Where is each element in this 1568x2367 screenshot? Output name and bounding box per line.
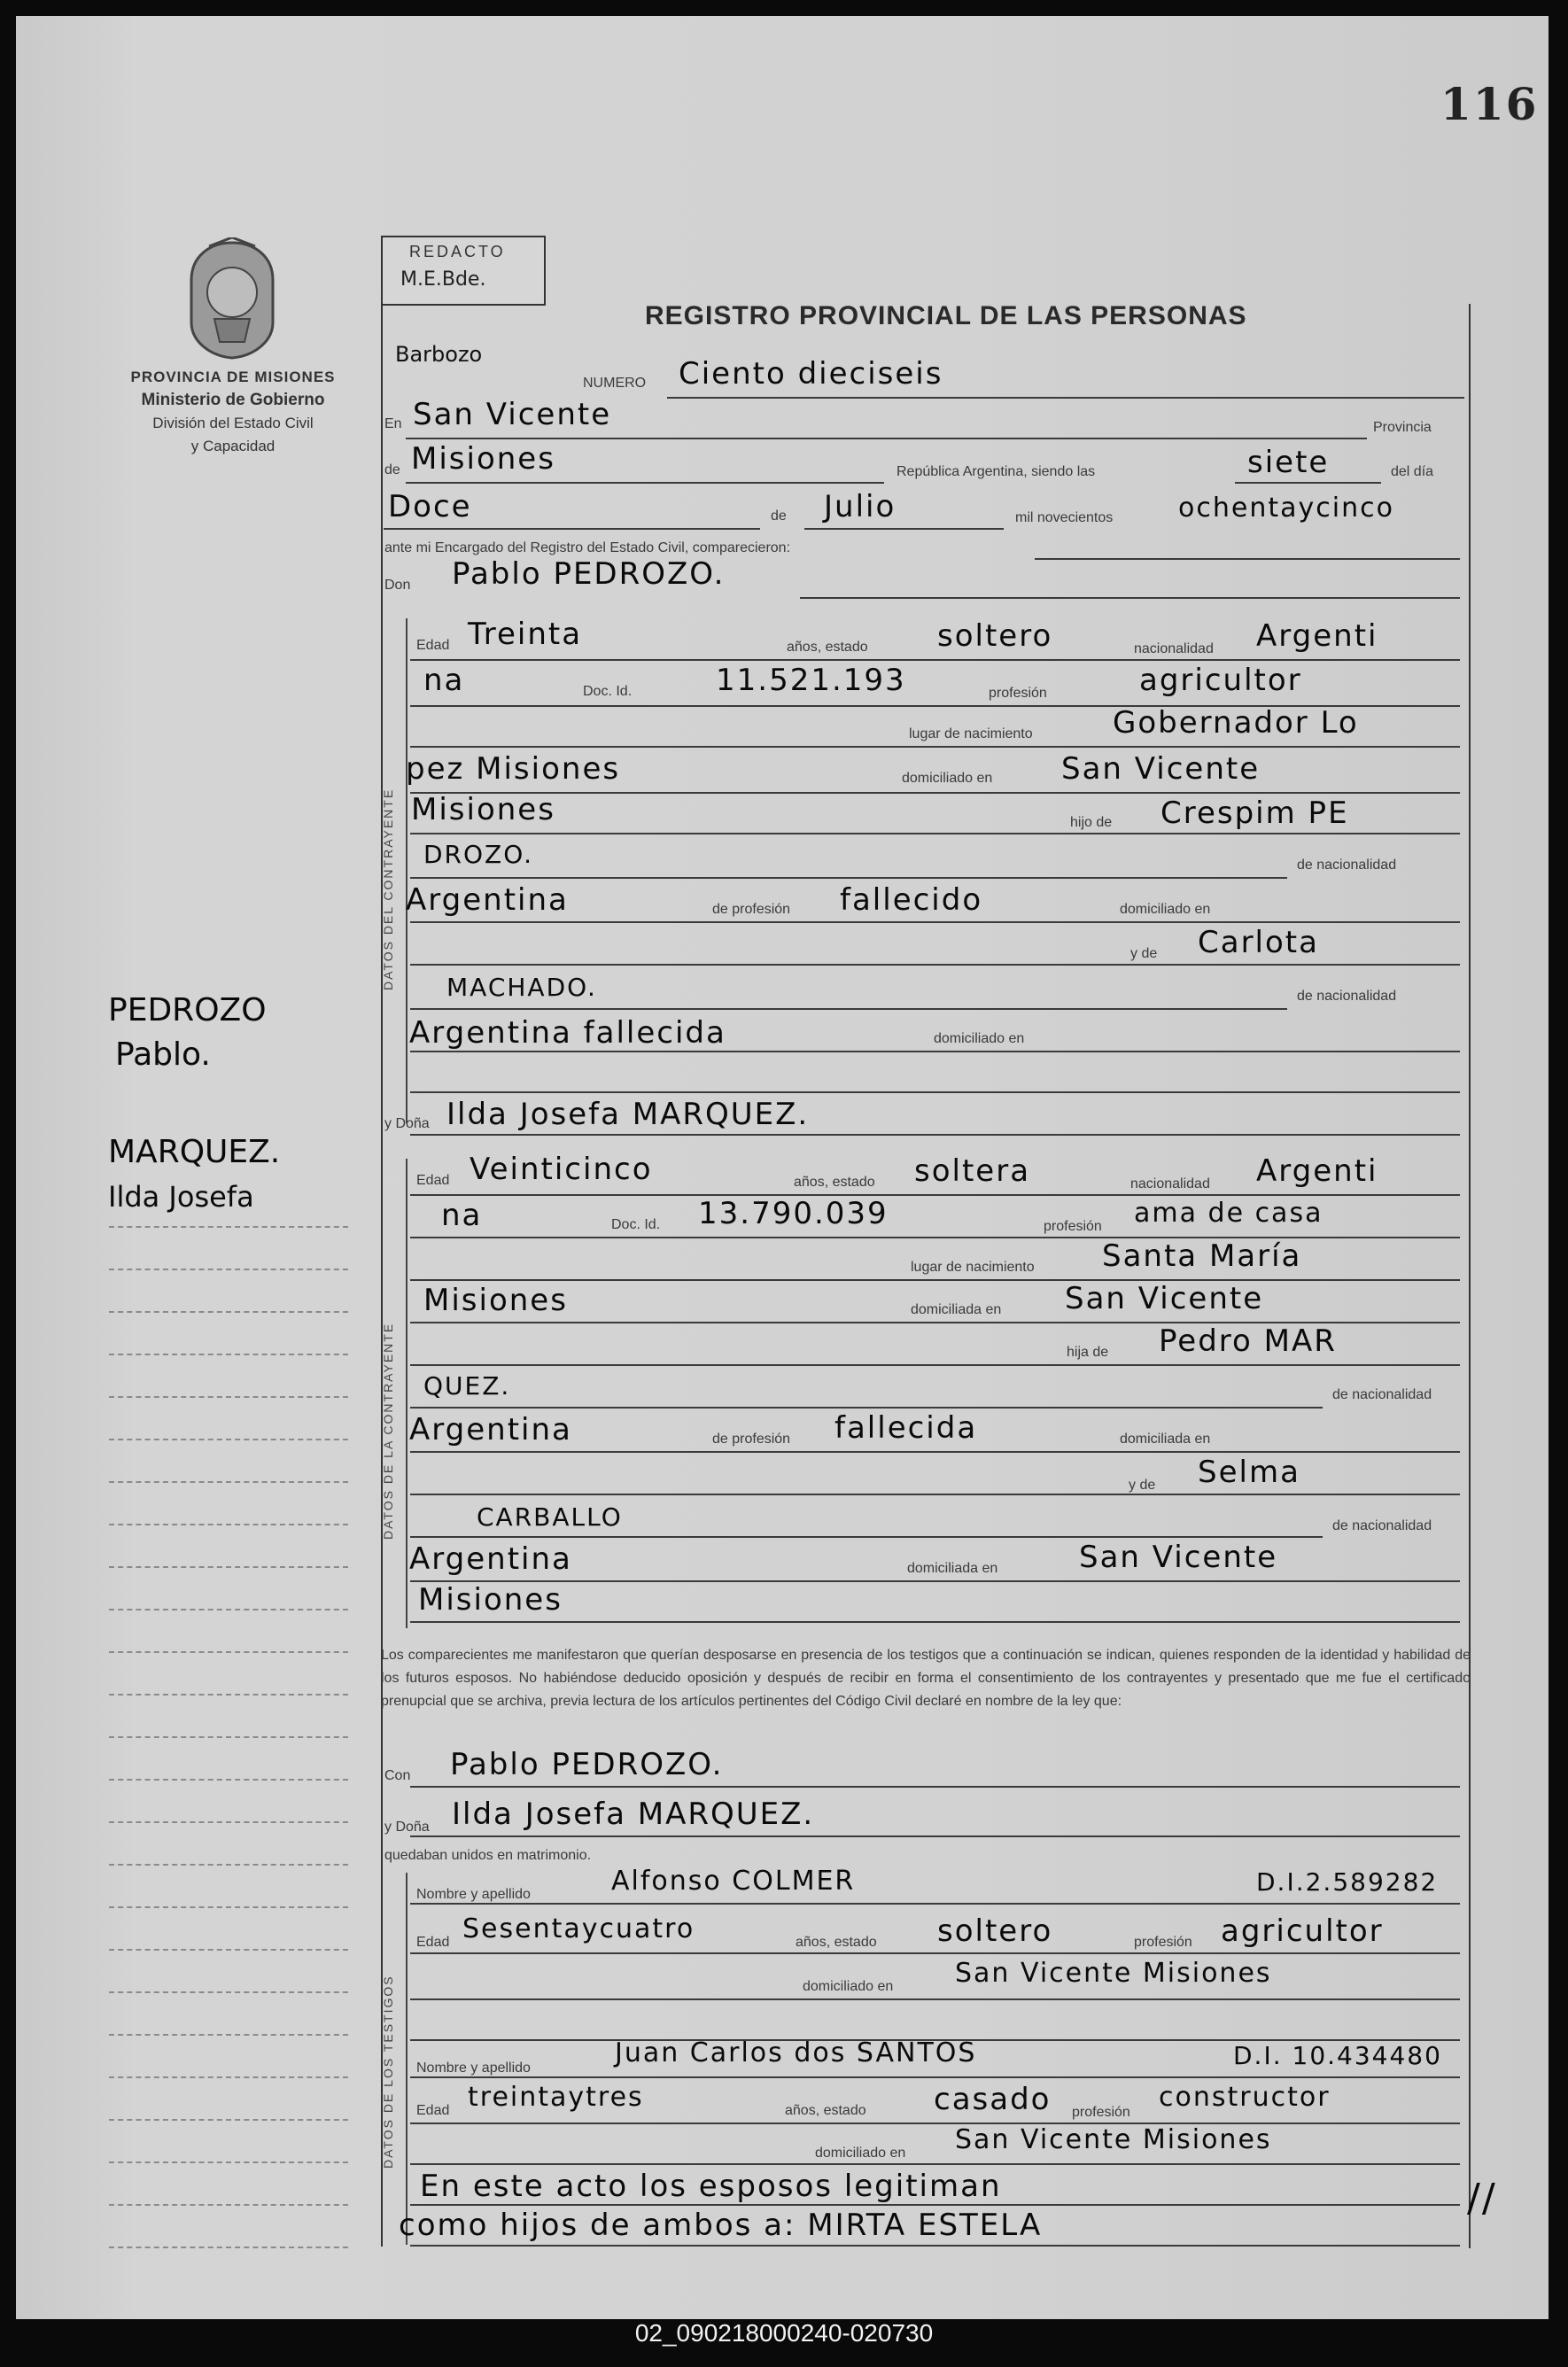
de-rule — [406, 482, 884, 484]
page-number: 116 — [1440, 78, 1539, 130]
margin-line — [109, 1864, 348, 1866]
w2-domic-label: domiciliado en — [815, 2146, 906, 2161]
groom-estado: soltero — [937, 618, 1053, 654]
groom-hijo-rule — [410, 833, 1460, 834]
groom-edad: Treinta — [468, 617, 583, 652]
bride-doc-rule — [410, 1237, 1460, 1238]
provincial-seal-icon — [182, 237, 282, 361]
bride-doc: 13.790.039 — [698, 1196, 889, 1231]
redacto-stamp — [381, 236, 546, 306]
w2-di: D.I. 10.434480 — [1233, 2041, 1442, 2070]
closing-line-2: como hijos de ambos a: MIRTA ESTELA — [399, 2208, 1043, 2243]
margin-line — [109, 1651, 348, 1653]
groom-padre-1: Crespim PE — [1160, 795, 1349, 831]
w2-nombre-label: Nombre y apellido — [416, 2060, 531, 2076]
margin-line — [109, 1481, 348, 1483]
groom-padre-nac-label: de nacionalidad — [1297, 858, 1397, 873]
groom-lugar-label: lugar de nacimiento — [909, 726, 1033, 741]
clerk-signature: Barbozo — [395, 342, 483, 367]
bride-madre-domic-rule — [410, 1580, 1460, 1582]
provincia-label: Provincia — [1373, 420, 1432, 435]
bride-padre-rule — [410, 1407, 1323, 1409]
w1-domic-rule — [410, 1998, 1460, 2000]
bride-padre-domic-label: domiciliada en — [1120, 1432, 1211, 1447]
bride-estado: soltera — [914, 1153, 1031, 1189]
bride-domic-label: domiciliada en — [911, 1302, 1002, 1317]
groom-padre-prof-rule — [410, 921, 1460, 923]
bride-hija-rule — [410, 1364, 1460, 1366]
bride-lugar-1: Santa María — [1102, 1238, 1302, 1274]
bride-domicilio: San Vicente — [1065, 1281, 1264, 1316]
margin-line — [109, 1566, 348, 1568]
w2-profesion: constructor — [1159, 2082, 1331, 2113]
en-label: En — [384, 416, 402, 431]
w1-profesion: agricultor — [1221, 1913, 1384, 1949]
bride-padre-2: QUEZ. — [423, 1371, 511, 1401]
witness-section-label: DATOS DE LOS TESTIGOS — [381, 1975, 395, 2169]
groom-padre-2: DROZO. — [423, 840, 534, 869]
don-value: Pablo PEDROZO. — [452, 556, 726, 592]
margin-line — [109, 1524, 348, 1525]
margin-line — [109, 2076, 348, 2078]
bride-anos-label: años, estado — [794, 1175, 875, 1190]
division-label-1: División del Estado Civil — [152, 415, 314, 431]
w1-anos-label: años, estado — [796, 1935, 877, 1950]
margin-line — [109, 1949, 348, 1951]
bride-lugar-rule — [410, 1279, 1460, 1281]
groom-lugar-1: Gobernador Lo — [1113, 705, 1359, 741]
groom-madre-domic-label: domiciliado en — [934, 1031, 1025, 1046]
groom-padre-domic-label: domiciliado en — [1120, 902, 1211, 917]
ante-rule — [1035, 558, 1460, 560]
union-dona-value: Ilda Josefa MARQUEZ. — [452, 1797, 815, 1832]
form-right-border — [1469, 304, 1471, 2248]
con-value: Pablo PEDROZO. — [450, 1747, 724, 1782]
w2-domicilio: San Vicente Misiones — [955, 2124, 1272, 2155]
w1-edad: Sesentaycuatro — [462, 1913, 695, 1944]
margin-line — [109, 2161, 348, 2163]
groom-anos-label: años, estado — [787, 640, 868, 655]
groom-hijo-label: hijo de — [1070, 815, 1113, 830]
groom-padre-prof: fallecido — [840, 882, 983, 918]
bride-prof-label: profesión — [1044, 1219, 1102, 1234]
closing-rule-1 — [410, 2204, 1460, 2206]
bride-madre-1: Selma — [1198, 1455, 1300, 1490]
ante-label: ante mi Encargado del Registro del Estado Civil, comparecieron: — [384, 540, 791, 555]
bride-madre-2: CARBALLO — [477, 1502, 623, 1532]
scan-id: 02_090218000240-020730 — [634, 2319, 934, 2347]
mes-value: Julio — [824, 489, 897, 524]
groom-madre-2: MACHADO. — [446, 973, 597, 1002]
union-dona-rule — [410, 1835, 1460, 1837]
de-value: Misiones — [411, 441, 555, 477]
bride-madre-domic-label: domiciliada en — [907, 1561, 998, 1576]
declaration-paragraph: Los comparecientes me manifestaron que querían desposarse en presencia de los testigos que a continuación se indican, quienes responden de la identidad y habilidad de los futuros esposos. No habiéndose deducido oposición y después de recibir en forma el consentimiento de los contrayentes y presentado que me fue el certificado prenupcial que se archiva, previa lectura de los artículos pertinentes del Código Civil declaré en nombre de la ley que: — [381, 1648, 1471, 1709]
margin-bride-surname: MARQUEZ. — [108, 1134, 281, 1170]
margin-line — [109, 1906, 348, 1908]
groom-nacionalidad-1: Argenti — [1256, 618, 1378, 654]
corner-mark: // — [1467, 2176, 1497, 2221]
stamp-title: REDACTO — [409, 243, 506, 260]
mil-label: mil novecientos — [1015, 510, 1114, 525]
dona-label: y Doña — [384, 1116, 430, 1131]
dona-value: Ilda Josefa MARQUEZ. — [446, 1097, 810, 1132]
bride-profesion: ama de casa — [1134, 1198, 1323, 1229]
numero-value: Ciento dieciseis — [679, 356, 943, 392]
groom-section-border — [406, 618, 408, 1123]
con-rule — [410, 1786, 1460, 1788]
w2-edad-label: Edad — [416, 2103, 450, 2118]
closing-line-1: En este acto los esposos legitiman — [420, 2169, 1002, 2204]
bride-blank-rule — [410, 1621, 1460, 1623]
stamp-initials: M.E.Bde. — [400, 268, 486, 291]
issuer-header — [100, 366, 366, 458]
groom-domic-label: domiciliado en — [902, 771, 993, 786]
bride-padre-prof: fallecida — [834, 1410, 978, 1446]
groom-lugar-2: pez Misiones — [406, 751, 621, 787]
republica-label: República Argentina, siendo las — [897, 464, 1096, 479]
groom-section-label: DATOS DEL CONTRAYENTE — [381, 788, 395, 990]
w1-edad-rule — [410, 1952, 1460, 1954]
bride-madre-nac-label: de nacionalidad — [1332, 1518, 1432, 1533]
margin-line — [109, 1991, 348, 1993]
margin-line — [109, 2247, 348, 2248]
margin-line — [109, 1226, 348, 1228]
groom-lugar-rule — [410, 746, 1460, 748]
margin-line — [109, 1354, 348, 1355]
w1-prof-label: profesión — [1134, 1935, 1192, 1950]
groom-padre-rule — [410, 877, 1287, 879]
groom-domic-rule — [410, 792, 1460, 794]
form-left-border — [381, 302, 383, 2247]
bride-padre-1: Pedro MAR — [1159, 1323, 1337, 1359]
w1-di: D.I.2.589282 — [1256, 1867, 1439, 1897]
margin-line — [109, 1609, 348, 1610]
groom-madre-rule — [410, 1008, 1287, 1010]
de-label: de — [384, 462, 400, 477]
bride-section-label: DATOS DE LA CONTRAYENTE — [381, 1322, 395, 1540]
anio-value: ochentaycinco — [1178, 493, 1394, 524]
bride-edad-rule — [410, 1194, 1460, 1196]
bride-madre-domic-1: San Vicente — [1079, 1540, 1278, 1575]
groom-doc-label: Doc. Id. — [583, 684, 633, 699]
w2-nombre: Juan Carlos dos SANTOS — [615, 2037, 977, 2068]
en-value: San Vicente — [413, 397, 612, 432]
w2-anos-label: años, estado — [785, 2103, 866, 2118]
margin-groom-name: Pablo. — [115, 1036, 211, 1073]
register-page — [16, 16, 1549, 2319]
groom-blank-rule — [410, 1091, 1460, 1093]
con-label: Con — [384, 1768, 411, 1783]
de2-label: de — [771, 508, 787, 524]
w2-edad-rule — [410, 2123, 1460, 2124]
en-rule — [406, 438, 1367, 439]
don-rule — [800, 597, 1460, 599]
quedaban-label: quedaban unidos en matrimonio. — [384, 1848, 592, 1863]
witness-section-border — [406, 1873, 408, 2245]
hora-value: siete — [1247, 445, 1330, 480]
margin-line — [109, 1396, 348, 1398]
bride-padre-prof-rule — [410, 1451, 1460, 1453]
margin-bride-name: Ilda Josefa — [108, 1180, 254, 1214]
bride-lugar-label: lugar de nacimiento — [911, 1260, 1035, 1275]
margin-line — [109, 1269, 348, 1270]
margin-line — [109, 2204, 348, 2206]
del-dia-label: del día — [1391, 464, 1434, 479]
margin-groom-surname: PEDROZO — [108, 992, 267, 1028]
margin-line — [109, 1821, 348, 1823]
bride-edad-label: Edad — [416, 1173, 450, 1188]
bride-y-de-label: y de — [1129, 1478, 1156, 1493]
w1-domicilio: San Vicente Misiones — [955, 1958, 1272, 1989]
province-label: PROVINCIA DE MISIONES — [130, 369, 336, 385]
w1-edad-label: Edad — [416, 1935, 450, 1950]
document-title: REGISTRO PROVINCIAL DE LAS PERSONAS — [645, 301, 1247, 330]
groom-madre-1: Carlota — [1198, 925, 1319, 960]
margin-line — [109, 1311, 348, 1313]
bride-y-de-rule — [410, 1494, 1460, 1495]
bride-padre-nac-label: de nacionalidad — [1332, 1387, 1432, 1402]
groom-nacionalidad-2: na — [423, 663, 465, 698]
bride-lugar-2: Misiones — [423, 1283, 568, 1318]
w2-estado: casado — [934, 2082, 1052, 2117]
margin-line — [109, 1736, 348, 1738]
division-label-2: y Capacidad — [190, 438, 276, 454]
numero-rule — [667, 397, 1464, 399]
groom-prof-label: profesión — [989, 686, 1047, 701]
mes-rule — [804, 528, 1004, 530]
w1-nombre-label: Nombre y apellido — [416, 1887, 531, 1902]
groom-madre-domic-rule — [410, 1051, 1460, 1052]
w1-nombre: Alfonso COLMER — [611, 1866, 856, 1897]
bride-hija-label: hija de — [1067, 1345, 1109, 1360]
groom-profesion: agricultor — [1139, 663, 1302, 698]
groom-edad-label: Edad — [416, 638, 450, 653]
groom-madre-nac-label: de nacionalidad — [1297, 989, 1397, 1004]
bride-nacionalidad-2: na — [441, 1198, 483, 1233]
bride-doc-label: Doc. Id. — [611, 1217, 661, 1232]
margin-line — [109, 1779, 348, 1781]
w2-nombre-rule — [410, 2076, 1460, 2078]
groom-edad-rule — [410, 659, 1460, 661]
w1-nombre-rule — [410, 1903, 1460, 1905]
w1-estado: soltero — [937, 1913, 1053, 1949]
groom-doc: 11.521.193 — [716, 663, 906, 698]
ministry-label: Ministerio de Gobierno — [141, 391, 325, 409]
groom-padre-prof-label: de profesión — [712, 902, 791, 917]
groom-domicilio-1: San Vicente — [1061, 751, 1261, 787]
don-label: Don — [384, 578, 411, 593]
numero-label: NUMERO — [583, 376, 647, 391]
groom-domicilio-2: Misiones — [411, 792, 555, 827]
w2-domic-rule — [410, 2163, 1460, 2165]
groom-madre-nac: Argentina fallecida — [409, 1015, 726, 1051]
margin-line — [109, 1439, 348, 1440]
dona-rule — [410, 1134, 1460, 1136]
union-dona-label: y Doña — [384, 1820, 430, 1835]
groom-nac-label: nacionalidad — [1134, 641, 1214, 656]
bride-section-border — [406, 1159, 408, 1628]
bride-madre-nac: Argentina — [409, 1541, 572, 1577]
margin-line — [109, 2034, 348, 2036]
bride-nac-label: nacionalidad — [1130, 1176, 1210, 1191]
dia-rule — [384, 528, 760, 530]
bride-padre-prof-label: de profesión — [712, 1432, 791, 1447]
bride-nacionalidad-1: Argenti — [1256, 1153, 1378, 1189]
w2-prof-label: profesión — [1072, 2105, 1130, 2120]
margin-line — [109, 2119, 348, 2121]
bride-madre-rule — [410, 1536, 1323, 1538]
w2-edad: treintaytres — [468, 2082, 644, 2113]
groom-y-de-label: y de — [1130, 946, 1158, 961]
groom-padre-nac: Argentina — [406, 882, 569, 918]
w1-domic-label: domiciliado en — [803, 1979, 894, 1994]
bride-edad: Veinticinco — [470, 1152, 653, 1187]
bride-madre-domic-2: Misiones — [418, 1582, 563, 1618]
groom-y-de-rule — [410, 964, 1460, 966]
hora-rule — [1235, 482, 1381, 484]
bride-padre-nac: Argentina — [409, 1412, 572, 1447]
closing-rule-2 — [410, 2245, 1460, 2247]
margin-line — [109, 1694, 348, 1696]
dia-value: Doce — [388, 489, 472, 524]
